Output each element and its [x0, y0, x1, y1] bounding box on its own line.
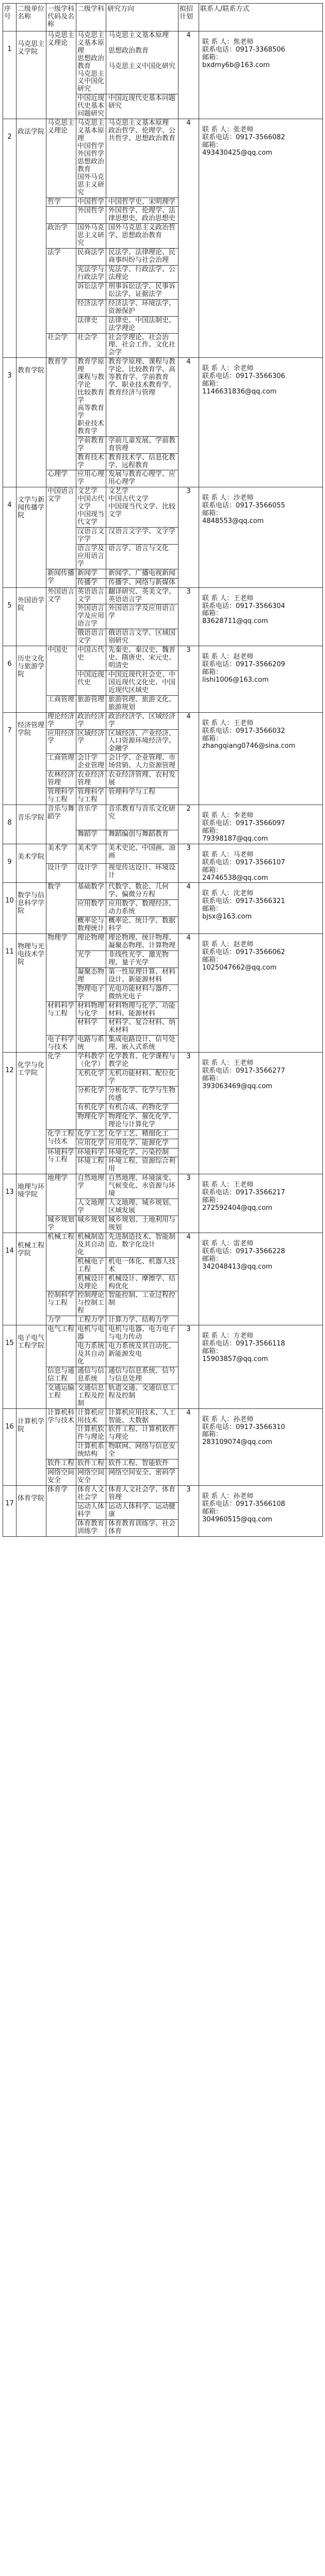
research-direction: 刑事诉讼法学、民事诉讼法学、证据法学	[106, 282, 178, 299]
research-direction: 环境工程、资源综合利用	[106, 1157, 178, 1174]
research-direction: 政治经济学、区域经济学	[106, 712, 178, 729]
research-direction: 舞蹈编创与舞蹈教育	[106, 830, 178, 844]
research-direction: 中国哲学史、宋明理学	[106, 198, 178, 207]
research-direction: 人文地理、城乡规划、区域发展	[106, 1199, 178, 1216]
discipline-level2: 电力系统及其自动化	[76, 1342, 106, 1367]
discipline-level1: 中国史	[46, 646, 76, 696]
discipline-level2: 工程力学	[76, 1316, 106, 1325]
unit-name: 化学与化工学院	[17, 1053, 46, 1174]
contact-info: 联 系 人：马老师 联系电话：0917-3566107 邮箱： 24746538@qq.com	[199, 844, 323, 883]
discipline-level2: 国外马克思主义研究	[76, 224, 106, 249]
contact-info: 联 系 人：孙老师 联系电话：0917-3566108 邮箱： 304960515@qq.com	[199, 1486, 323, 1537]
research-direction: 宪法学、行政法学、公法理论	[106, 266, 178, 283]
planned-quota: 3	[178, 1486, 199, 1537]
contact-info: 联 系 人：王老师 联系电话：0917-3566277 邮箱： 393063469@qq.com	[199, 1053, 323, 1174]
discipline-level1: 软件工程	[46, 1459, 76, 1469]
discipline-level1: 化学工程与技术	[46, 1129, 76, 1148]
research-direction: 软件工程、智能软件	[106, 1459, 178, 1469]
discipline-level1: 农林经济管理	[46, 771, 76, 788]
discipline-level1: 美术学	[46, 844, 76, 863]
discipline-level2: 旅游管理	[76, 695, 106, 712]
header-no: 序号	[3, 4, 17, 31]
table-row	[3, 712, 323, 729]
discipline-level2: 文艺学 中国古代文学 中国现当代文学	[76, 487, 106, 528]
research-direction: 俄语语言文学、区域国别研究	[106, 629, 178, 646]
planned-quota: 4	[178, 934, 199, 1053]
research-direction: 教育技术学、信息化教学、远程教育	[106, 453, 178, 470]
unit-name: 电子电气工程学院	[17, 1325, 46, 1408]
contact-info: 联 系 人：方老师 联系电话：0917-3566118 邮箱： 15903857@qq.com	[199, 1325, 323, 1408]
research-direction: 外国语言学及应用语言学	[106, 604, 178, 629]
discipline-level2: 中国近现代史	[76, 670, 106, 695]
research-direction: 体育人文社会学、体育管理	[106, 1486, 178, 1503]
research-direction: 教育学原理、课程与教学论、比较教育学、高等教育学、学前教育学、职业技术教育学、教育经济与管理	[106, 358, 178, 436]
research-direction: 翻译研究、英美文学、英语语言学	[106, 587, 178, 604]
research-direction: 马克思主义基本原理 政治哲学、伦理学、公共哲学、思想政治教育	[106, 119, 178, 198]
research-direction: 计算机应用技术、人工智能、大数据	[106, 1408, 178, 1425]
header-discipline2: 二级学科	[76, 4, 106, 31]
contact-info: 联 系 人：孙老师 联系电话：0917-3566310 邮箱： 283109074@qq.com	[199, 1408, 323, 1485]
discipline-level1: 管理科学与工程	[46, 788, 76, 805]
research-direction: 发展与教育心理学、应用心理学	[106, 470, 178, 487]
table-row	[3, 358, 323, 436]
discipline-level1: 马克思主义理论	[46, 31, 76, 119]
research-direction: 先进制造技术、智能制造、数字化设计	[106, 1233, 178, 1257]
row-number: 3	[3, 358, 17, 487]
discipline-level1: 力学	[46, 1316, 76, 1325]
discipline-level2: 区域经济学	[76, 729, 106, 754]
discipline-level1: 哲学	[46, 198, 76, 207]
discipline-level2: 计算机软件与理论	[76, 1425, 106, 1442]
research-direction: 民法学、法律理论、民商事纠纷与社会治理	[106, 249, 178, 266]
row-number: 14	[3, 1233, 17, 1325]
planned-quota: 4	[178, 1233, 199, 1325]
contact-info: 联 系 人：张老师 联系电话：0917-3566082 邮箱： 493430425@qq.com	[199, 119, 323, 358]
research-direction: 物理化学、催化化学、理论与计算化学	[106, 1112, 178, 1129]
discipline-level2: 社会学	[76, 333, 106, 358]
discipline-level2: 政治经济学	[76, 712, 106, 729]
contact-info: 联 系 人：王老师 联系电话：0917-3566032 邮箱： zhangqiang0746@sina.com	[199, 712, 323, 805]
research-direction: 先秦史、秦汉史、魏晋史、隋唐史、宋元史、明清史	[106, 646, 178, 671]
table-body	[3, 31, 323, 1536]
discipline-level1: 电气工程	[46, 1325, 76, 1367]
planned-quota: 4	[178, 119, 199, 358]
research-direction: 电机与电器、电力电子与电力传动	[106, 1325, 178, 1342]
research-direction: 语言学、语言与文化	[106, 544, 178, 569]
discipline-level1: 材料科学与工程	[46, 1002, 76, 1036]
row-number: 9	[3, 844, 17, 883]
row-number: 16	[3, 1408, 17, 1485]
discipline-level2: 学科教学（化学）	[76, 1053, 106, 1070]
discipline-level1: 信息与通信工程	[46, 1367, 76, 1384]
row-number: 13	[3, 1174, 17, 1233]
discipline-level2: 学前教育学	[76, 436, 106, 453]
discipline-level2: 人文地理学	[76, 1199, 106, 1216]
row-number: 6	[3, 646, 17, 713]
table-row	[3, 587, 323, 604]
contact-info: 联 系 人：沙老师 联系电话：0917-3566055 邮箱： 4848553@qq.com	[199, 487, 323, 587]
research-direction: 区域经济、产业经济、人口资源环境经济学、金融学	[106, 729, 178, 754]
contact-info: 联 系 人：王老师 联系电话：0917-3566304 邮箱： 83628711@qq.com	[199, 587, 323, 646]
research-direction: 传播学、网络与新媒体	[106, 578, 178, 587]
research-direction: 社会学理论、社会治理、社会工作、文化社会学	[106, 333, 178, 358]
research-direction: 第一性原理计算、材料设计、新能源材料	[106, 967, 178, 985]
row-number: 10	[3, 883, 17, 934]
research-direction: 美术史论、中国画、油画	[106, 844, 178, 863]
row-number: 7	[3, 712, 17, 805]
discipline-level2: 环境科学	[76, 1148, 106, 1157]
research-direction: 机电一体化、机器人技术	[106, 1257, 178, 1274]
unit-name: 文学与新闻传播学院	[17, 487, 46, 587]
research-direction: 中国近现代社会史、中国近现代文化史、中国近现代区域史	[106, 670, 178, 695]
table-row	[3, 119, 323, 198]
discipline-level2: 材料物理与化学	[76, 1002, 106, 1019]
discipline-level1: 工商管理	[46, 754, 76, 771]
unit-name: 音乐学院	[17, 805, 46, 844]
research-direction: 概率论、统计学、数据科学	[106, 917, 178, 934]
research-direction: 马克思主义基本原理 思想政治教育 马克思主义中国化研究	[106, 31, 178, 94]
discipline-level1: 化学	[46, 1053, 76, 1129]
unit-name: 美术学院	[17, 844, 46, 883]
research-direction: 农业经济管理、农村发展	[106, 771, 178, 788]
discipline-level2: 传播学	[76, 578, 106, 587]
discipline-level1: 马克思主义理论	[46, 119, 76, 198]
discipline-level2: 诉讼法学	[76, 282, 106, 299]
unit-name: 机械工程学院	[17, 1233, 46, 1325]
discipline-level2: 教育学原理 课程与教学论 比较教育学 高等教育学 职业技术教育学	[76, 358, 106, 436]
contact-info: 联 系 人：沈老师 联系电话：0917-3566321 邮箱： bjsx@163.com	[199, 883, 323, 934]
unit-name: 计算机学院	[17, 1408, 46, 1485]
contact-info: 联 系 人：焦老师 联系电话：0917-3368506 邮箱： bxdmy6b@163.com	[199, 31, 323, 119]
research-direction: 运动人体科学、运动健康	[106, 1502, 178, 1519]
discipline-level2: 通信与信息系统	[76, 1367, 106, 1384]
discipline-level2: 农业经济管理	[76, 771, 106, 788]
research-direction: 自然地理、环境演变、气候变化、水资源与环境	[106, 1174, 178, 1199]
planned-quota: 3	[178, 844, 199, 883]
discipline-level1: 设计学	[46, 863, 76, 883]
research-direction: 中国近现代史基本问题研究	[106, 94, 178, 119]
discipline-level2: 化学工艺	[76, 1129, 106, 1139]
discipline-level1: 交通运输工程	[46, 1384, 76, 1408]
research-direction: 无机功能材料、配位化学	[106, 1070, 178, 1087]
discipline-level2: 宪法学与行政法学	[76, 266, 106, 283]
recruitment-table	[3, 3, 323, 1537]
discipline-level2: 设计学	[76, 863, 106, 883]
discipline-level1: 政治学	[46, 224, 76, 249]
discipline-level2: 经济法学	[76, 299, 106, 316]
discipline-level1: 物理学	[46, 934, 76, 1002]
research-direction: 理论物理、统计物理、凝聚态物理、计算物理	[106, 934, 178, 951]
research-direction: 经济法学、环境法学、资源保护	[106, 299, 178, 316]
discipline-level1: 计算机科学与技术	[46, 1408, 76, 1459]
research-direction: 体育教育训练学、社会体育	[106, 1519, 178, 1536]
table-header-row	[3, 4, 323, 31]
row-number: 5	[3, 587, 17, 646]
discipline-level2: 新闻学	[76, 569, 106, 578]
discipline-level2: 体育教育训练学	[76, 1519, 106, 1536]
table-row	[3, 844, 323, 863]
discipline-level2: 计算机应用技术	[76, 1408, 106, 1425]
discipline-level1: 环境科学与工程	[46, 1148, 76, 1174]
discipline-level1: 应用经济学	[46, 729, 76, 754]
discipline-level2: 计算机系统结构	[76, 1442, 106, 1459]
planned-quota: 4	[178, 712, 199, 805]
research-direction: 机械设计、摩擦学、结构优化	[106, 1274, 178, 1291]
research-direction: 会计学、企业管理、市场营销、人力资源管理	[106, 754, 178, 771]
table-row	[3, 1174, 323, 1199]
table-row	[3, 31, 323, 94]
research-direction: 电力系统及其自动化、新能源发电	[106, 1342, 178, 1367]
unit-name: 地理与环境学院	[17, 1174, 46, 1233]
discipline-level2: 物理电子学	[76, 985, 106, 1002]
planned-quota: 4	[178, 358, 199, 487]
unit-name: 历史文化与旅游学院	[17, 646, 46, 713]
row-number: 1	[3, 31, 17, 119]
research-direction: 化学教育、化学课程与教学论	[106, 1053, 178, 1070]
planned-quota: 2	[178, 805, 199, 844]
research-direction: 城乡规划、土地利用与规划	[106, 1216, 178, 1233]
research-direction: 外国哲学、伦理学、法律思想史、政治思想史	[106, 207, 178, 224]
planned-quota: 3	[178, 646, 199, 713]
discipline-level1: 法学	[46, 249, 76, 333]
discipline-level2: 机械制造及其自动化	[76, 1233, 106, 1257]
table-row	[3, 1233, 323, 1257]
discipline-level1	[46, 207, 76, 224]
unit-name: 体育学院	[17, 1486, 46, 1537]
discipline-level2: 机械设计及理论	[76, 1274, 106, 1291]
discipline-level2: 材料学	[76, 1019, 106, 1036]
discipline-level2: 控制理论与控制工程	[76, 1291, 106, 1316]
discipline-level2: 管理科学与工程	[76, 788, 106, 805]
discipline-level1: 体育学	[46, 1486, 76, 1537]
discipline-level1: 地理学	[46, 1174, 76, 1216]
research-direction: 光电功能材料与器件、微纳光电子	[106, 985, 178, 1002]
research-direction: 文艺学 中国古代文学 中国现当代文学、比较文学	[106, 487, 178, 528]
discipline-level1: 数学	[46, 883, 76, 934]
table-row	[3, 1486, 323, 1503]
discipline-level2: 有机化学	[76, 1103, 106, 1112]
header-discipline1: 一级学科代码及名称	[46, 4, 76, 31]
discipline-level1: 教育学	[46, 358, 76, 470]
row-number: 8	[3, 805, 17, 844]
research-direction: 智能控制、工业过程控制	[106, 1291, 178, 1316]
row-number: 11	[3, 934, 17, 1053]
header-contact: 联系人/联系方式	[199, 4, 323, 31]
discipline-level2: 外国哲学	[76, 207, 106, 224]
research-direction: 新闻学、广播电视新闻	[106, 569, 178, 578]
discipline-level2: 无机化学	[76, 1070, 106, 1087]
discipline-level2: 外国语言学及应用语言学	[76, 604, 106, 629]
discipline-level2: 法律史	[76, 316, 106, 333]
contact-info: 联 系 人：李老师 联系电话：0917-3566097 邮箱： 79398187@qq.com	[199, 805, 323, 844]
table-row	[3, 646, 323, 671]
contact-info: 联 系 人：雷老师 联系电话：0917-3566228 邮箱： 342048413@qq.com	[199, 1233, 323, 1325]
row-number: 15	[3, 1325, 17, 1408]
research-direction: 材料学、复合材料、纳米材料	[106, 1019, 178, 1036]
discipline-level2: 理论物理	[76, 934, 106, 951]
research-direction: 视觉传达设计、环境设计	[106, 863, 178, 883]
research-direction: 化学工艺、精细化工	[106, 1129, 178, 1139]
unit-name: 数学与信息科学学院	[17, 883, 46, 934]
discipline-level2: 舞蹈学	[76, 830, 106, 844]
discipline-level2: 民商法学	[76, 249, 106, 266]
discipline-level2: 教育技术学	[76, 453, 106, 470]
research-direction: 分析化学、化学与生物传感	[106, 1086, 178, 1103]
discipline-level2: 美术学	[76, 844, 106, 863]
discipline-level2: 会计学 企业管理	[76, 754, 106, 771]
discipline-level2: 应用化学	[76, 1139, 106, 1148]
discipline-level2: 音乐学	[76, 805, 106, 830]
discipline-level1: 新闻传播学	[46, 569, 76, 587]
discipline-level2: 分析化学	[76, 1086, 106, 1103]
research-direction: 旅游管理、旅游文化、旅游规划	[106, 695, 178, 712]
research-direction: 应用化学、能源化学	[106, 1139, 178, 1148]
contact-info: 联 系 人：赵老师 联系电话：0917-3566062 邮箱： 1025047662@qq.com	[199, 934, 323, 1053]
research-direction: 集成电路设计、信号处理、嵌入式系统	[106, 1036, 178, 1053]
planned-quota: 3	[178, 587, 199, 646]
planned-quota: 3	[178, 1325, 199, 1408]
discipline-level2: 英语语言文学	[76, 587, 106, 604]
table-row	[3, 487, 323, 528]
research-direction: 软件工程、计算机软件与理论	[106, 1425, 178, 1442]
discipline-level1: 工商管理	[46, 695, 76, 712]
research-direction: 材料物理与化学、功能材料、能源材料	[106, 1002, 178, 1019]
header-direction: 研究方向	[106, 4, 178, 31]
planned-quota: 3	[178, 1174, 199, 1233]
research-direction: 法律史、中国法制史、法学理论	[106, 316, 178, 333]
unit-name: 马克思主义学院	[17, 31, 46, 119]
table-row	[3, 883, 323, 900]
discipline-level2: 光学	[76, 950, 106, 967]
research-direction: 非线性光学、激光物理、量子光学	[106, 950, 178, 967]
discipline-level2: 概率论与数理统计	[76, 917, 106, 934]
research-direction: 物联网、网络与信息安全	[106, 1442, 178, 1459]
unit-name: 外国语学院	[17, 587, 46, 646]
table-row	[3, 1408, 323, 1425]
discipline-level2: 语言学及应用语言学	[76, 544, 106, 569]
discipline-level2: 环境工程	[76, 1157, 106, 1174]
planned-quota: 3	[178, 487, 199, 587]
table-row	[3, 1325, 323, 1342]
research-direction: 国外马克思主义政治哲学、思想政治教育	[106, 224, 178, 249]
discipline-level2: 中国古代史	[76, 646, 106, 671]
row-number: 2	[3, 119, 17, 358]
discipline-level2: 城乡规划	[76, 1216, 106, 1233]
research-direction: 代数学、数论、几何学、偏微分方程	[106, 883, 178, 900]
unit-name: 政法学院	[17, 119, 46, 358]
discipline-level2: 马克思主义基本原理 中国哲学 外国哲学 思想政治教育 国外马克思主义研究	[76, 119, 106, 198]
research-direction: 有机合成、药物化学	[106, 1103, 178, 1112]
discipline-level2: 体育人文社会学	[76, 1486, 106, 1503]
unit-name: 经济管理学院	[17, 712, 46, 805]
discipline-level1: 理论经济学	[46, 712, 76, 729]
contact-info: 联 系 人：赵老师 联系电话：0917-3566209 邮箱： lishi1006@163.com	[199, 646, 323, 713]
discipline-level1: 机械工程	[46, 1233, 76, 1291]
discipline-level2: 俄语语言文学	[76, 629, 106, 646]
discipline-level2: 电路与系统	[76, 1036, 106, 1053]
contact-info: 联 系 人：王老师 联系电话：0917-3566217 邮箱： 272592404@qq.com	[199, 1174, 323, 1233]
discipline-level1: 心理学	[46, 470, 76, 487]
discipline-level2: 交通信息工程及控制	[76, 1384, 106, 1408]
research-direction: 计算力学、结构力学	[106, 1316, 178, 1325]
discipline-level2: 电机与电器	[76, 1325, 106, 1342]
discipline-level1: 控制科学与工程	[46, 1291, 76, 1316]
row-number: 12	[3, 1053, 17, 1174]
planned-quota: 4	[178, 1408, 199, 1485]
discipline-level1: 电子科学与技术	[46, 1036, 76, 1053]
planned-quota: 4	[178, 883, 199, 934]
discipline-level1: 城乡规划学	[46, 1216, 76, 1233]
discipline-level1: 外国语言文学	[46, 587, 76, 646]
discipline-level2: 中国哲学	[76, 198, 106, 207]
row-number: 17	[3, 1486, 17, 1537]
discipline-level2: 基础数学	[76, 883, 106, 900]
discipline-level2: 软件工程	[76, 1459, 106, 1469]
discipline-level2: 物理化学	[76, 1112, 106, 1129]
discipline-level2: 凝聚态物理	[76, 967, 106, 985]
research-direction: 应用数学、数理经济、动力系统	[106, 900, 178, 917]
discipline-level1: 中国语言文学	[46, 487, 76, 569]
discipline-level2: 运动人体科学	[76, 1502, 106, 1519]
research-direction: 轨道交通、交通信息工程及控制	[106, 1384, 178, 1408]
unit-name: 教育学院	[17, 358, 46, 487]
header-plan: 拟招计划	[178, 4, 199, 31]
discipline-level1: 网络空间安全	[46, 1469, 76, 1486]
research-direction: 音乐教育与音乐文化研究	[106, 805, 178, 830]
research-direction: 网络空间安全、密码学	[106, 1469, 178, 1486]
research-direction: 通信与信息系统、信号与信息处理	[106, 1367, 178, 1384]
table-row	[3, 1053, 323, 1070]
research-direction: 环境化学、污染控制	[106, 1148, 178, 1157]
research-direction: 学前儿童发展、学前教育管理	[106, 436, 178, 453]
discipline-level2: 机械电子工程	[76, 1257, 106, 1274]
table-row	[3, 934, 323, 951]
discipline-level2: 应用数学	[76, 900, 106, 917]
planned-quota: 4	[178, 31, 199, 119]
contact-info: 联 系 人：余老师 联系电话：0917-3566306 邮箱： 1146631836@qq.com	[199, 358, 323, 487]
table-row	[3, 805, 323, 830]
discipline-level2: 马克思主义基本原理 思想政治教育 马克思主义中国化研究	[76, 31, 106, 94]
discipline-level1: 音乐与舞蹈学	[46, 805, 76, 844]
header-unit: 二级单位名称	[17, 4, 46, 31]
planned-quota: 3	[178, 1053, 199, 1174]
unit-name: 物理与光电技术学院	[17, 934, 46, 1053]
discipline-level2: 应用心理学	[76, 470, 106, 487]
discipline-level2: 自然地理学	[76, 1174, 106, 1199]
research-direction: 管理科学与工程	[106, 788, 178, 805]
discipline-level2: 汉语言文字学	[76, 528, 106, 545]
row-number: 4	[3, 487, 17, 587]
discipline-level1: 社会学	[46, 333, 76, 358]
research-direction: 汉语言文字学、文字学	[106, 528, 178, 545]
discipline-level2: 中国近现代史基本问题研究	[76, 94, 106, 119]
discipline-level2: 网络空间安全	[76, 1469, 106, 1486]
